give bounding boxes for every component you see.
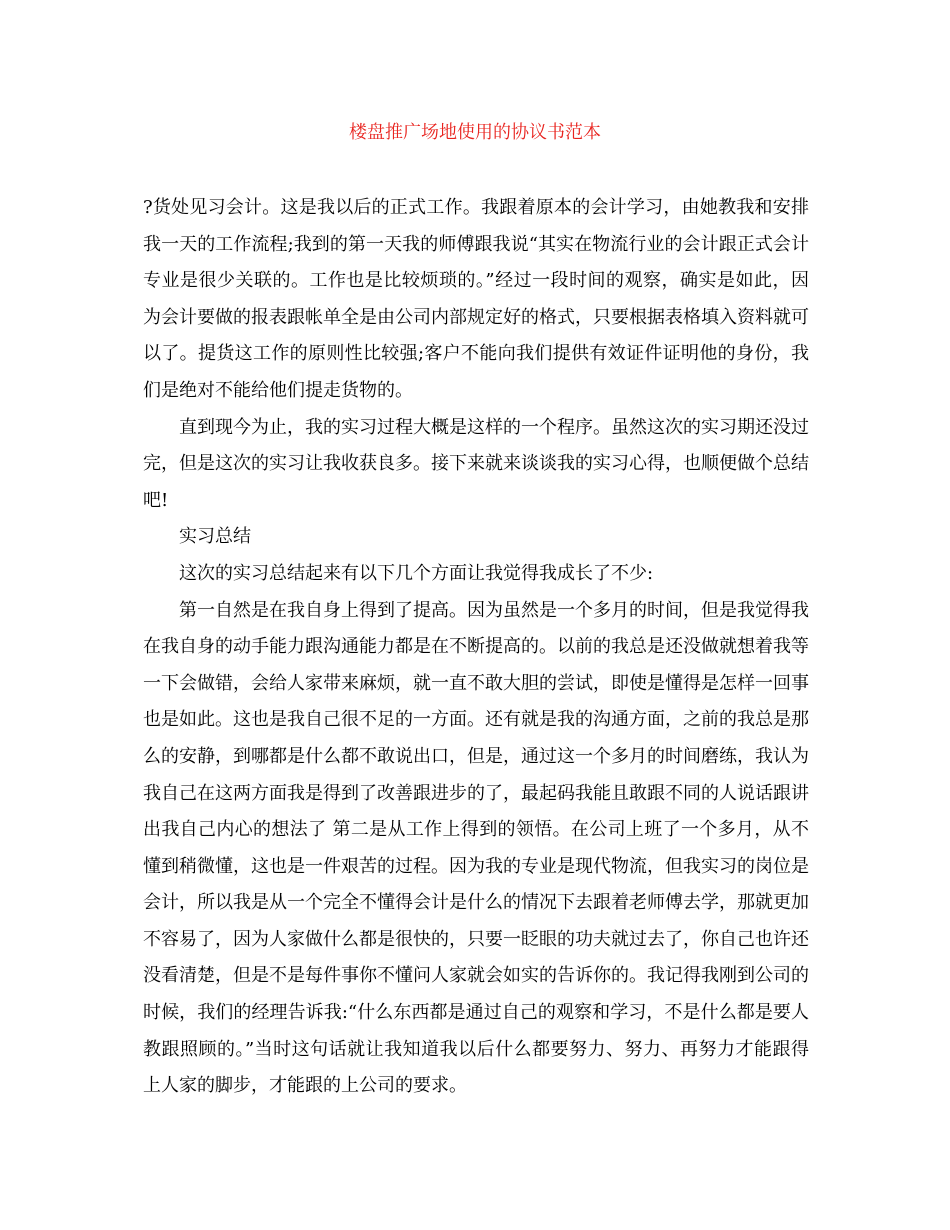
paragraph-1: ?货处见习会计。这是我以后的正式工作。我跟着原本的会计学习，由她教我和安排我一天的工作流程;我到的第一天我的师傅跟我说“其实在物流行业的会计跟正式会计专业是很少关联的。工作也是比较烦琐的。”经过一段时间的观察，确实是如此，因为会计要做的报表跟帐单全是由公司内部规定好的格式，只要根据表格填入资料就可以了。提货这工作的原则性比较强;客户不能向我们提供有效证件证明他的身份，我们是绝对不能给他们提走货物的。 bbox=[143, 197, 809, 401]
paragraph-4: 第一自然是在我自身上得到了提高。因为虽然是一个多月的时间，但是我觉得我在我自身的动手能力跟沟通能力都是在不断提高的。以前的我总是还没做就想着我等一下会做错，会给人家带来麻烦，就一直不敢大胆的尝试，即使是懂得是怎样一回事也是如此。这也是我自己很不足的一方面。还有就是我的沟通方面，之前的我总是那么的安静，到哪都是什么都不敢说出口，但是，通过这一个多月的时间磨练，我认为我自己在这两方面我是得到了改善跟进步的了，最起码我能且敢跟不同的人说话跟讲出我自己内心的想法了 第二是从工作上得到的领悟。在公司上班了一个多月，从不懂到稍微懂，这也是一件艰苦的过程。因为我的专业是现代物流，但我实习的岗位是会计，所以我是从一个完全不懂得会计是什么的情况下去跟着老师傅去学，那就更加不容易了，因为人家做什么都是很快的，只要一眨眼的功夫就过去了，你自己也许还没看清楚，但是不是每件事你不懂问人家就会如实的告诉你的。我记得我刚到公司的时候，我们的经理告诉我:“什么东西都是通过自己的观察和学习，不是什么都是要人教跟照顾的。”当时这句话就让我知道我以后什么都要努力、努力、再努力才能跟得上人家的脚步，才能跟的上公司的要求。 bbox=[143, 599, 809, 1097]
paragraph-3: 这次的实习总结起来有以下几个方面让我觉得我成长了不少: bbox=[179, 562, 654, 584]
document-title: 楼盘推广场地使用的协议书范本 bbox=[349, 122, 601, 143]
paragraph-2: 直到现今为止，我的实习过程大概是这样的一个程序。虽然这次的实习期还没过完，但是这次的实习让我收获良多。接下来就来谈谈我的实习心得，也顺便做个总结吧! bbox=[143, 416, 809, 511]
document-body bbox=[143, 190, 809, 1105]
section-heading: 实习总结 bbox=[179, 526, 251, 548]
